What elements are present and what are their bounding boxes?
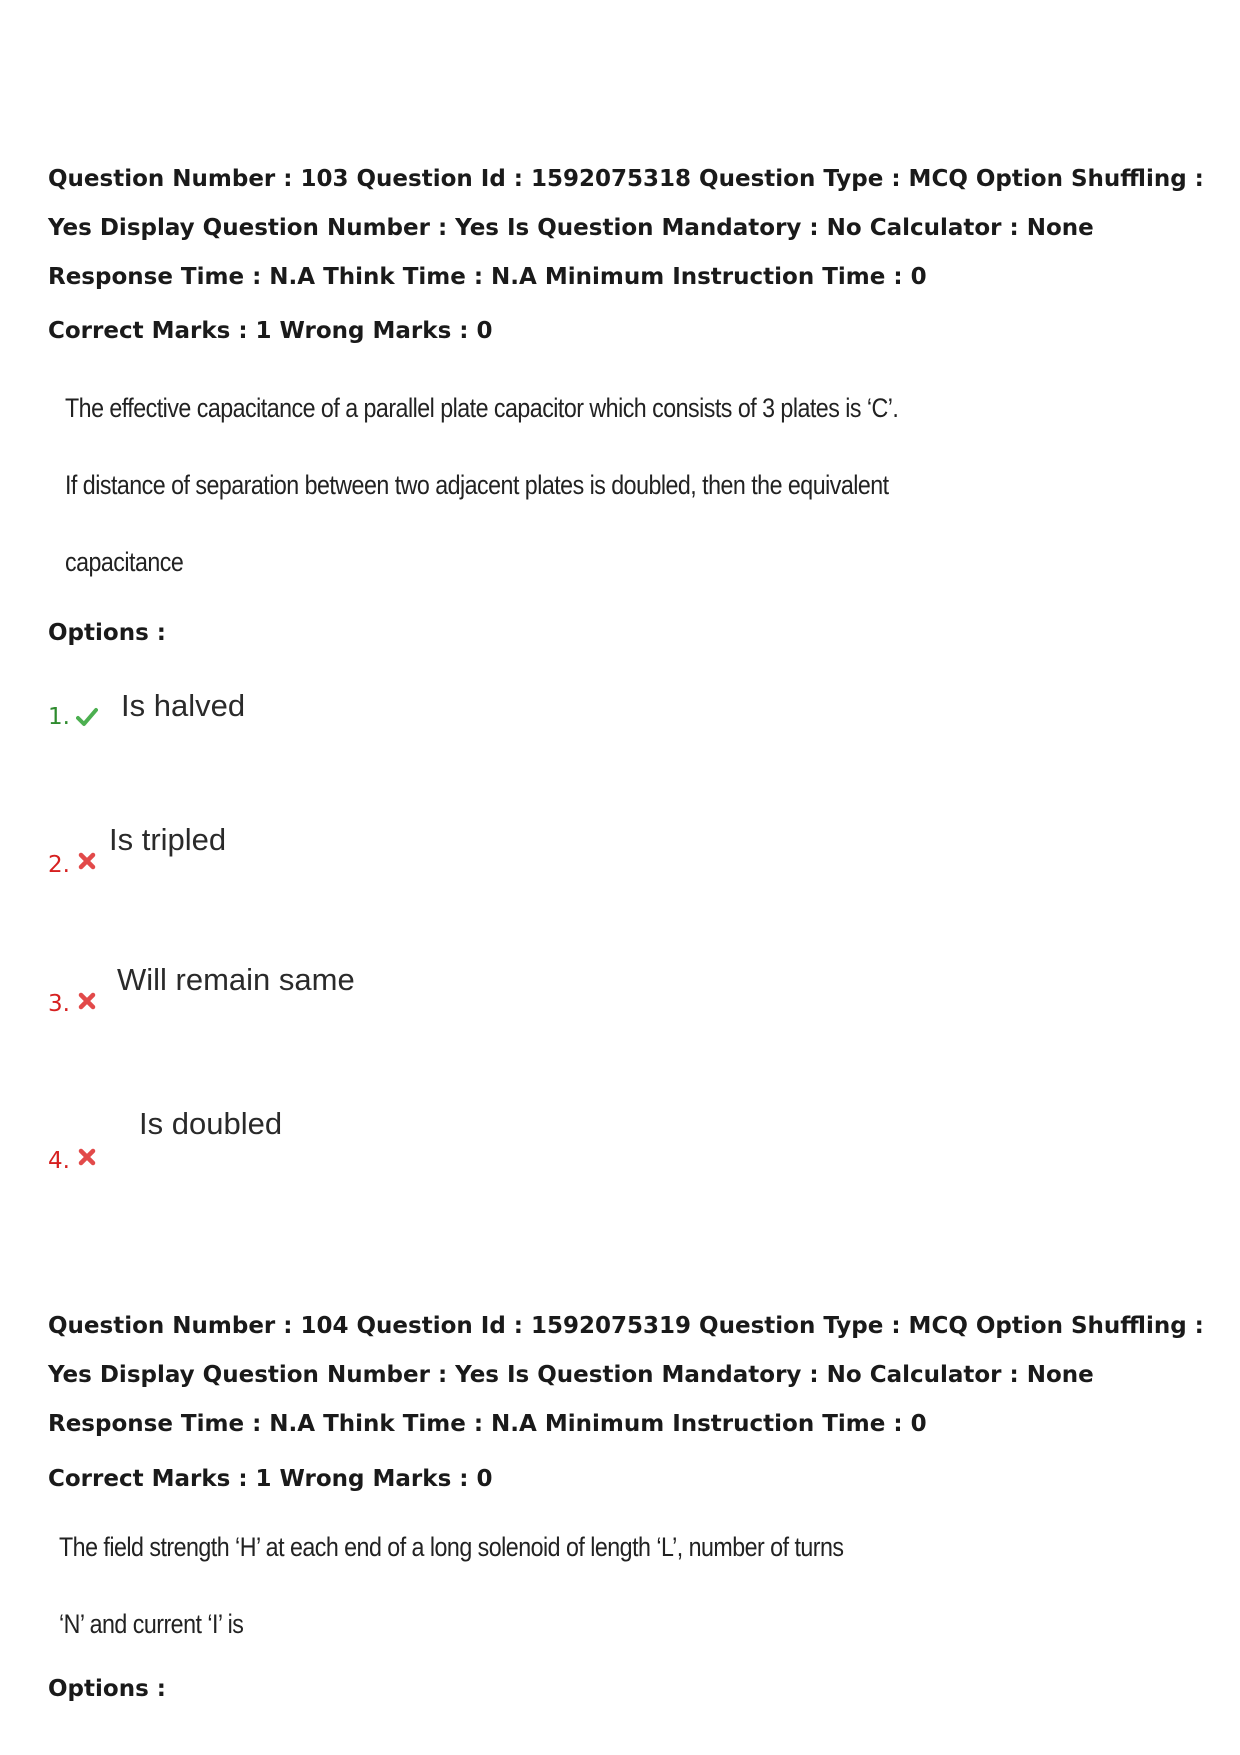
question-103-meta: Question Number : 103 Question Id : 1592075318 Question Type : MCQ Option Shuffling : Yes Display Question Number : Yes Is Question Mandatory : No Calculator : None Response Time : N.A Think Time : N.A Minimum Instruction Time : 0 xyxy=(48,166,1204,290)
question-104-marks: Correct Marks : 1 Wrong Marks : 0 xyxy=(48,1466,493,1492)
option-1-number: 1. xyxy=(48,704,70,730)
question-103-marks: Correct Marks : 1 Wrong Marks : 0 xyxy=(48,318,493,344)
cross-icon xyxy=(76,1146,98,1168)
option-1-text: Is halved xyxy=(121,688,246,723)
option-2-number: 2. xyxy=(48,852,70,878)
question-104-meta: Question Number : 104 Question Id : 1592075319 Question Type : MCQ Option Shuffling : Yes Display Question Number : Yes Is Question Mandatory : No Calculator : None Response Time : N.A Think Time : N.A Minimum Instruction Time : 0 xyxy=(48,1313,1204,1437)
question-104-text-line-2: ‘N’ and current ‘I’ is xyxy=(59,1609,244,1639)
question-103-text-line-1: The effective capacitance of a parallel plate capacitor which consists of 3 plates is ‘C’. xyxy=(65,393,899,423)
check-icon xyxy=(76,706,98,728)
option-4-text: Is doubled xyxy=(139,1106,283,1141)
option-3-number: 3. xyxy=(48,991,70,1017)
question-104-options-label: Options : xyxy=(48,1676,166,1702)
question-103-text-line-2: If distance of separation between two adjacent plates is doubled, then the equivalent xyxy=(65,470,889,500)
option-4-number: 4. xyxy=(48,1148,70,1174)
question-103-text-line-3: capacitance xyxy=(65,547,184,577)
option-3-text: Will remain same xyxy=(117,962,355,997)
question-103-options-label: Options : xyxy=(48,620,166,646)
cross-icon xyxy=(76,850,98,872)
option-2-text: Is tripled xyxy=(109,822,227,857)
cross-icon xyxy=(76,990,98,1012)
question-104-text-line-1: The field strength ‘H’ at each end of a long solenoid of length ‘L’, number of turns xyxy=(59,1532,844,1562)
